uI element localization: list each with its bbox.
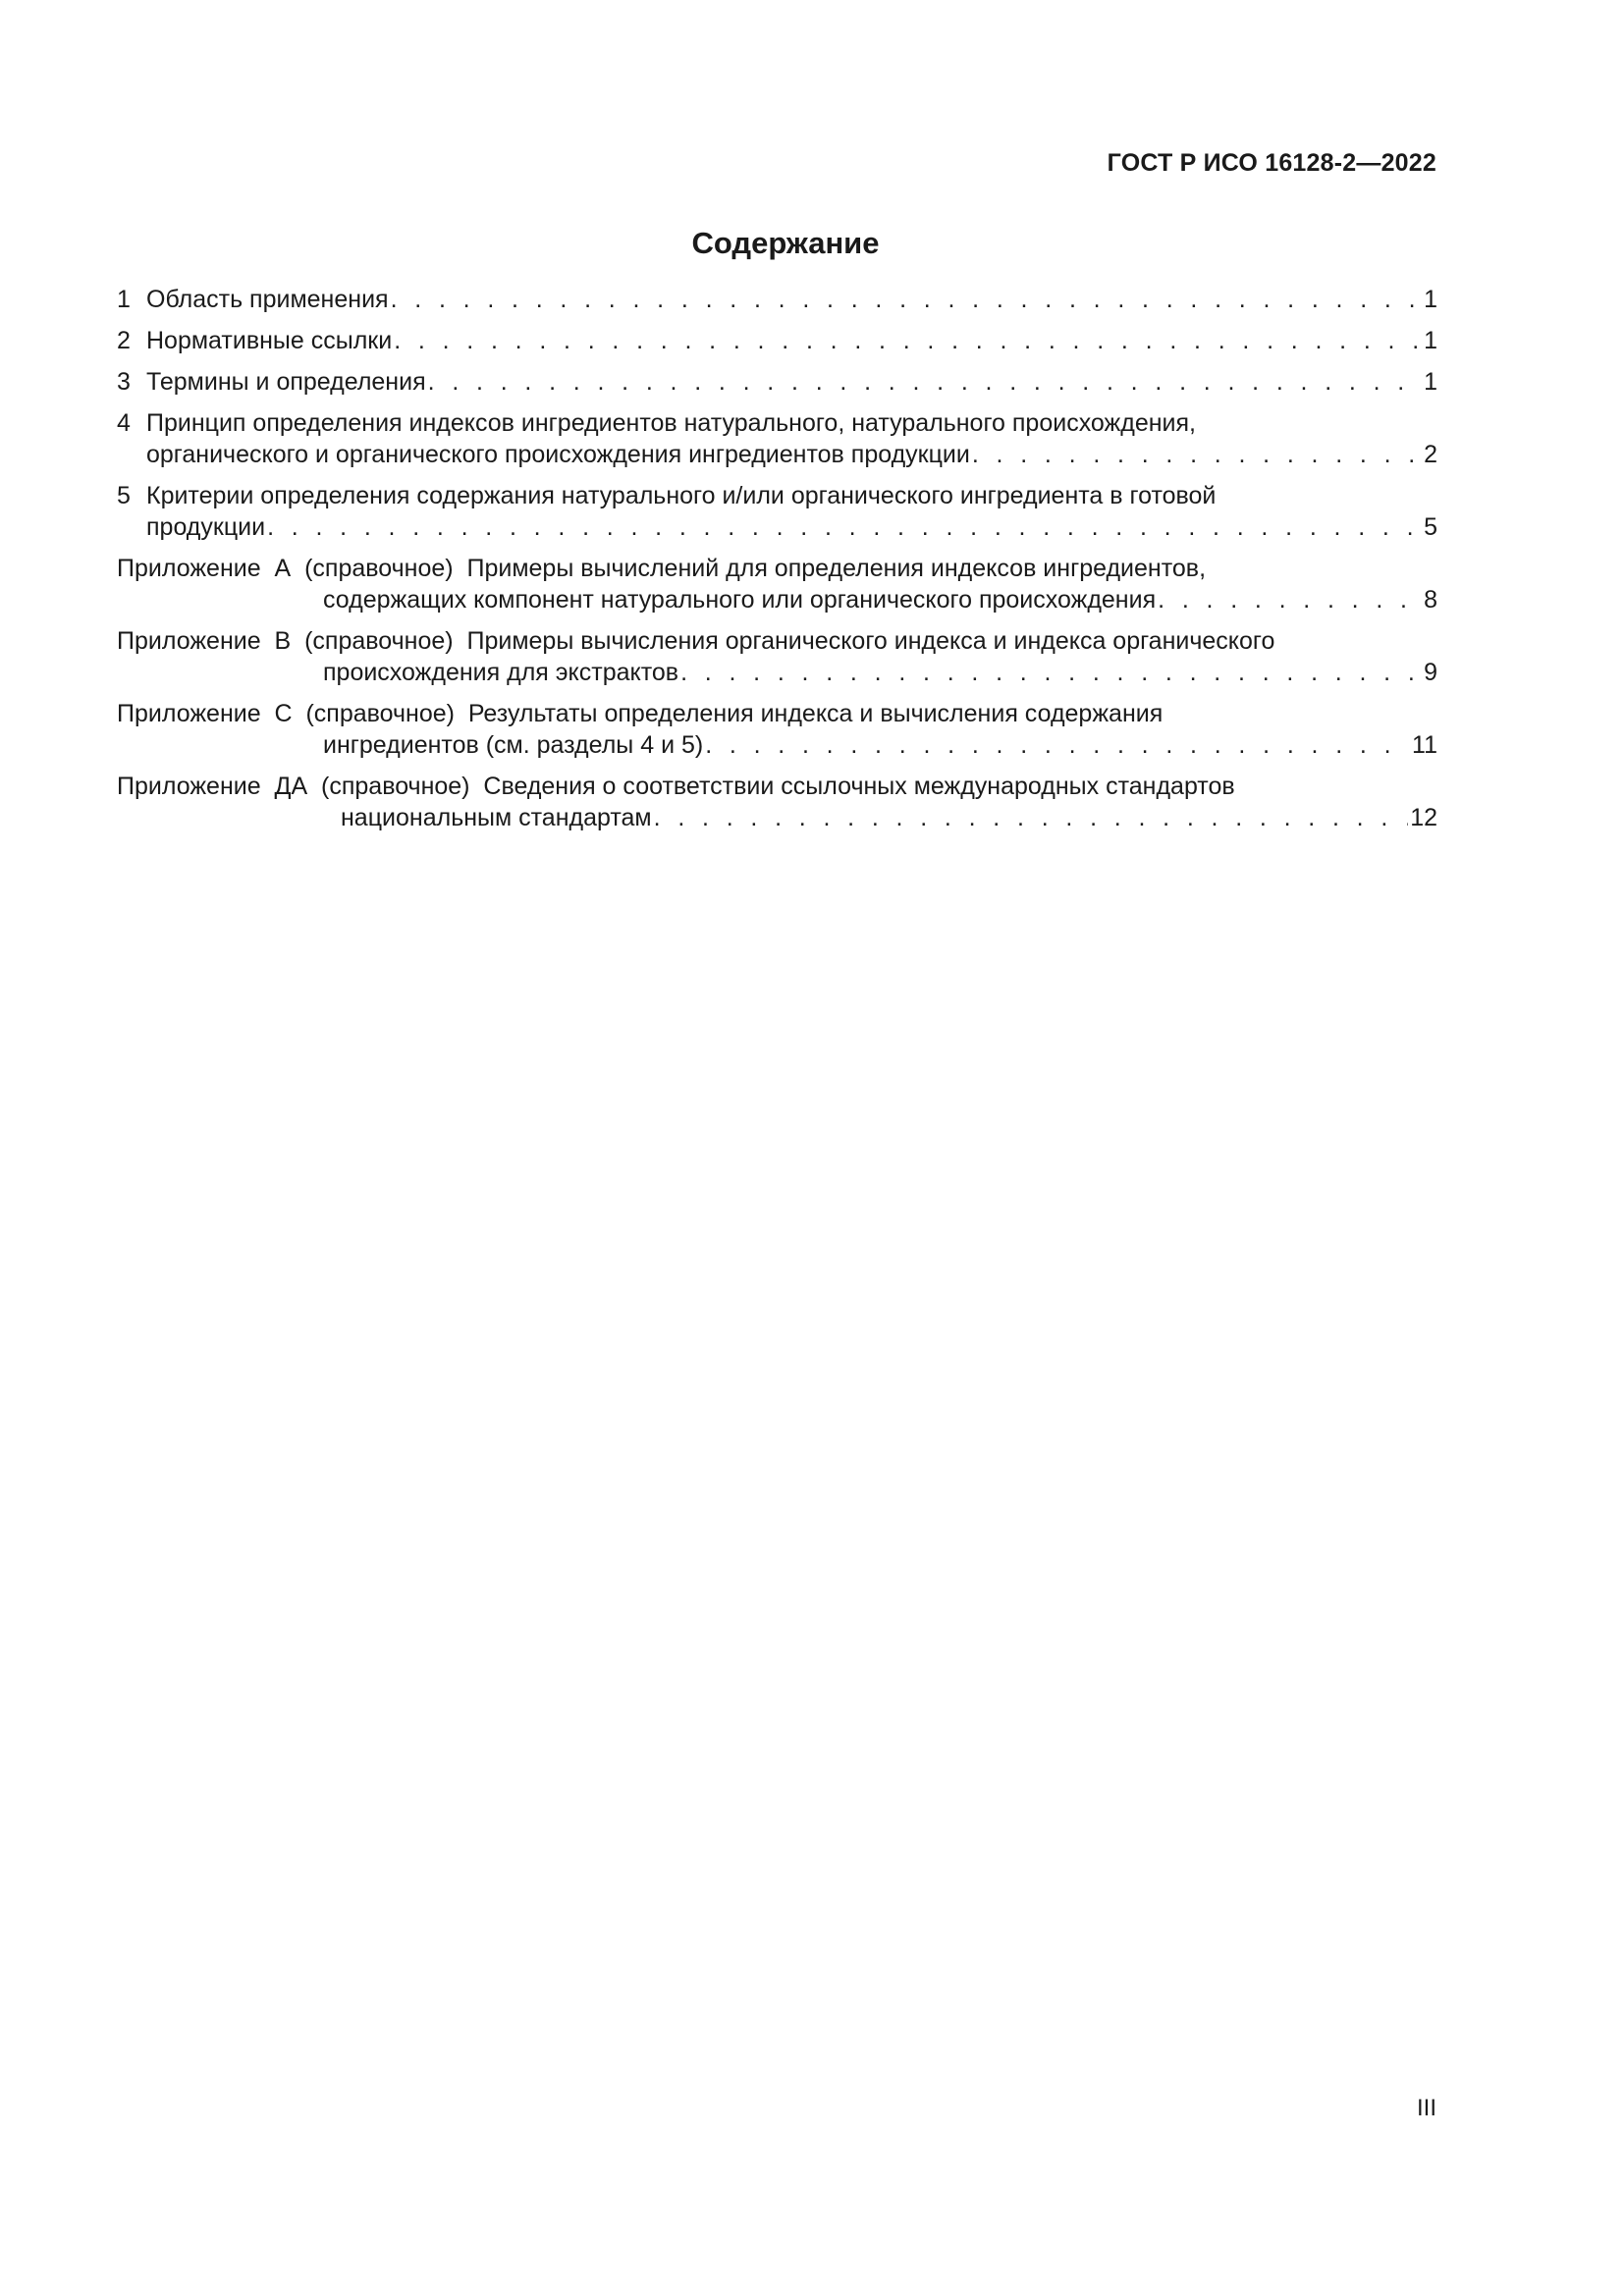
annex-title-continuation: ингредиентов (см. разделы 4 и 5) (323, 731, 704, 759)
section-title-line: Критерии определения содержания натурального и/или органического ингредиента в готовой (146, 482, 1217, 509)
annex-title-continuation: содержащих компонент натурального или органического происхождения (323, 586, 1157, 614)
dot-leader (1158, 584, 1422, 615)
annex-label: Приложение В (справочное) (117, 627, 467, 655)
toc-entry-annex-b[interactable] (117, 625, 1437, 657)
section-number: 1 (117, 286, 131, 313)
page-number: 5 (1424, 513, 1437, 541)
section-title: Нормативные ссылки (146, 327, 393, 354)
annex-title-continuation: национальным стандартам (341, 804, 652, 831)
toc-entry-annex-c[interactable] (117, 698, 1437, 729)
toc-entry-section-4[interactable] (117, 407, 1437, 470)
section-title-continuation: органического и органического происхождения ингредиентов продукции (146, 441, 970, 468)
dot-leader (394, 325, 1422, 356)
section-number: 5 (117, 482, 131, 509)
dot-leader (654, 802, 1409, 833)
annex-label: Приложение ДА (справочное) (117, 773, 484, 800)
dot-leader (972, 439, 1422, 470)
toc-entry-section-3[interactable] (117, 366, 1437, 398)
toc-entry-annex-da-continuation (117, 802, 1437, 833)
table-of-contents (117, 284, 1437, 843)
page-number: 8 (1424, 586, 1437, 614)
section-number: 4 (117, 409, 131, 437)
page-number: 1 (1424, 286, 1437, 313)
annex-label: Приложение А (справочное) (117, 555, 467, 582)
toc-entry-section-5[interactable] (117, 480, 1437, 543)
section-title: Область применения (146, 286, 389, 313)
page-number: 1 (1424, 368, 1437, 396)
page-number: 11 (1412, 731, 1437, 759)
toc-entry-annex-da[interactable] (117, 771, 1437, 802)
toc-entry-annex-a-continuation (117, 584, 1437, 615)
dot-leader (680, 657, 1422, 688)
annex-title-line: Примеры вычислений для определения индексов ингредиентов, (466, 555, 1207, 582)
section-number: 2 (117, 327, 131, 354)
dot-leader (705, 729, 1410, 761)
toc-entry-annex-b-continuation (117, 657, 1437, 688)
annex-title-line: Результаты определения индекса и вычисления содержания (467, 700, 1164, 727)
section-number: 3 (117, 368, 131, 396)
annex-title-line: Сведения о соответствии ссылочных международных стандартов (483, 773, 1235, 800)
section-title-continuation: продукции (146, 513, 266, 541)
document-code-header: ГОСТ Р ИСО 16128-2—2022 (1107, 149, 1436, 177)
annex-title-line: Примеры вычисления органического индекса и индекса органического (466, 627, 1275, 655)
section-title-line: Принцип определения индексов ингредиентов натурального, натурального происхождения, (146, 409, 1197, 437)
page-number: 9 (1424, 659, 1437, 686)
toc-title: Содержание (691, 226, 880, 260)
page-number: 2 (1424, 441, 1437, 468)
annex-label: Приложение С (справочное) (117, 700, 468, 727)
page-number: 12 (1410, 804, 1437, 831)
toc-entry-section-1[interactable] (117, 284, 1437, 315)
toc-entry-annex-a[interactable] (117, 553, 1437, 584)
toc-entry-annex-c-continuation (117, 729, 1437, 761)
dot-leader (267, 511, 1422, 543)
annex-title-continuation: происхождения для экстрактов (323, 659, 679, 686)
page-number: 1 (1424, 327, 1437, 354)
section-title: Термины и определения (146, 368, 426, 396)
dot-leader (391, 284, 1423, 315)
roman-page-number: III (1416, 2095, 1436, 2121)
dot-leader (428, 366, 1422, 398)
toc-entry-section-2[interactable] (117, 325, 1437, 356)
